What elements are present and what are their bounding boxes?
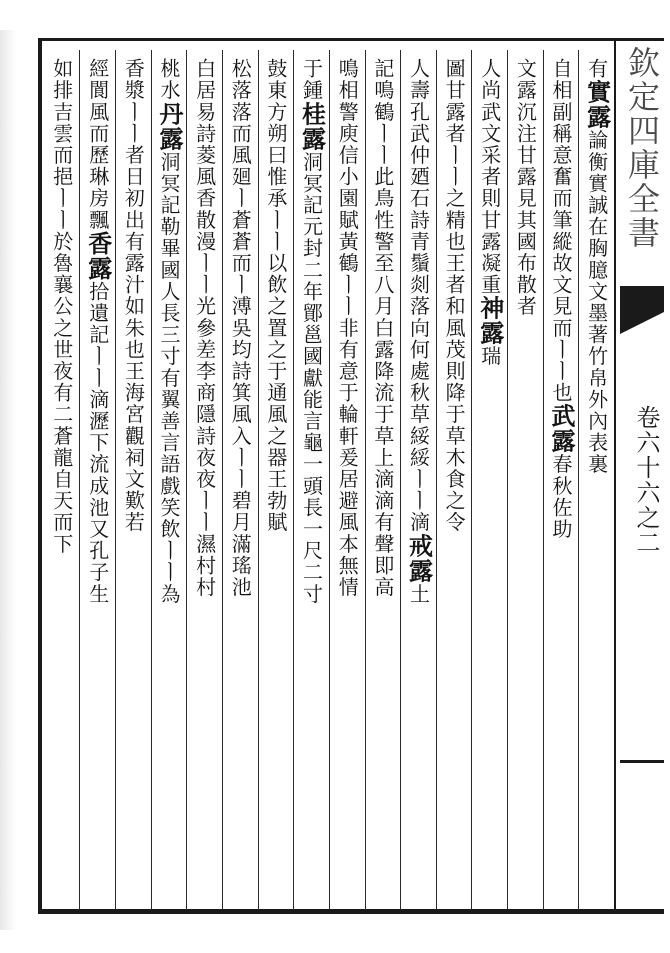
text-columns	[44, 50, 614, 910]
column-text: 于鍾	[299, 58, 324, 102]
column-text: 經閬風而歷琳房飄	[85, 58, 110, 231]
text-column	[507, 50, 543, 910]
page-gutter-shadow	[0, 30, 16, 930]
fishtail-mark-lower	[620, 312, 664, 334]
column-text: 鳴相警庾信小園賦黃鶴ㅣㅣ非有意于輪軒爰居避風本無情	[335, 58, 360, 598]
column-text: 論衡實誠在胸臆文墨著竹帛外內表裏	[584, 129, 609, 476]
entry-headword: 桂露	[297, 101, 327, 152]
volume-label: 卷六十六之二	[632, 405, 660, 555]
text-column	[471, 50, 507, 910]
column-text: 如排吉雲而挹ㅣㅣ	[49, 58, 74, 231]
column-text: 文露沉注甘露見其國布散者	[513, 58, 538, 318]
column-text: 有	[584, 58, 609, 80]
text-column	[79, 50, 115, 910]
column-text: 圖甘露者ㅣㅣ之精也王者和風茂則降于草木食之令	[442, 58, 467, 534]
margin-divider	[620, 760, 664, 763]
entry-headword: 香露	[83, 230, 113, 281]
text-column	[365, 50, 401, 910]
text-column	[186, 50, 222, 910]
column-text: 自相副稱意奮而筆縱故文見而ㅣㅣ也	[549, 58, 574, 404]
entry-headword: 丹露	[154, 101, 184, 152]
column-text: 洞冥記勒畢國人長三寸有翼善言語戲笑飲ㅣㅣ為	[156, 151, 181, 605]
text-column	[115, 50, 151, 910]
column-text: 漿ㅣㅣ者日初出有露汁如朱也王海宮觀祠文歎若	[121, 79, 146, 534]
text-column	[543, 50, 579, 910]
text-column	[258, 50, 294, 910]
column-text: 松落落而風廻ㅣ蒼蒼而ㅣ溥吳均詩箕風入ㅣㅣ碧月滿瑤池	[228, 58, 253, 598]
column-text: 春秋佐助	[549, 453, 574, 541]
column-text: 洞冥記元封二年鄮邕國獻能言龜一頭長一尺二寸	[299, 151, 324, 605]
column-text: 鼓	[263, 58, 288, 80]
entry-headword: 神露	[475, 295, 505, 346]
text-column	[400, 50, 436, 910]
column-text: 桃水	[156, 58, 181, 102]
column-text: 人尚武文采者則甘露凝重	[477, 58, 502, 296]
column-text: 香	[121, 58, 146, 80]
text-column	[44, 50, 79, 910]
text-column	[293, 50, 329, 910]
book-title: 欽定四庫全書	[623, 46, 661, 250]
column-text: 土	[406, 583, 431, 605]
column-text: 白居易詩菱風香散漫ㅣㅣ光參差李商隱詩夜夜ㅣㅣ濕村村	[192, 58, 217, 598]
entry-headword: 實露	[582, 79, 612, 130]
fishtail-mark	[620, 286, 664, 312]
column-text: 東方朔曰惟承ㅣㅣ以飲之置之于通風之器王勃賦	[263, 79, 288, 534]
column-text: 記鳴鶴ㅣㅣ此鳥性警至八月白露降流于草上滴滴有聲即高	[370, 58, 395, 598]
text-column	[329, 50, 365, 910]
text-column	[578, 50, 614, 910]
entry-headword: 戒露	[404, 533, 434, 584]
column-text: 於魯襄公之世夜有二蒼龍自天而下	[49, 230, 74, 555]
column-text: 人壽孔武仲廼石詩青鬚剡落向何處秋草綏綏ㅣㅣ滴	[406, 58, 431, 534]
column-text: 拾遺記ㅣㅣ滴瀝下流成池又孔子生	[85, 280, 110, 605]
text-column	[436, 50, 472, 910]
column-text: 瑞	[477, 345, 502, 368]
text-column	[222, 50, 258, 910]
entry-headword: 武露	[547, 403, 577, 454]
text-column	[151, 50, 187, 910]
